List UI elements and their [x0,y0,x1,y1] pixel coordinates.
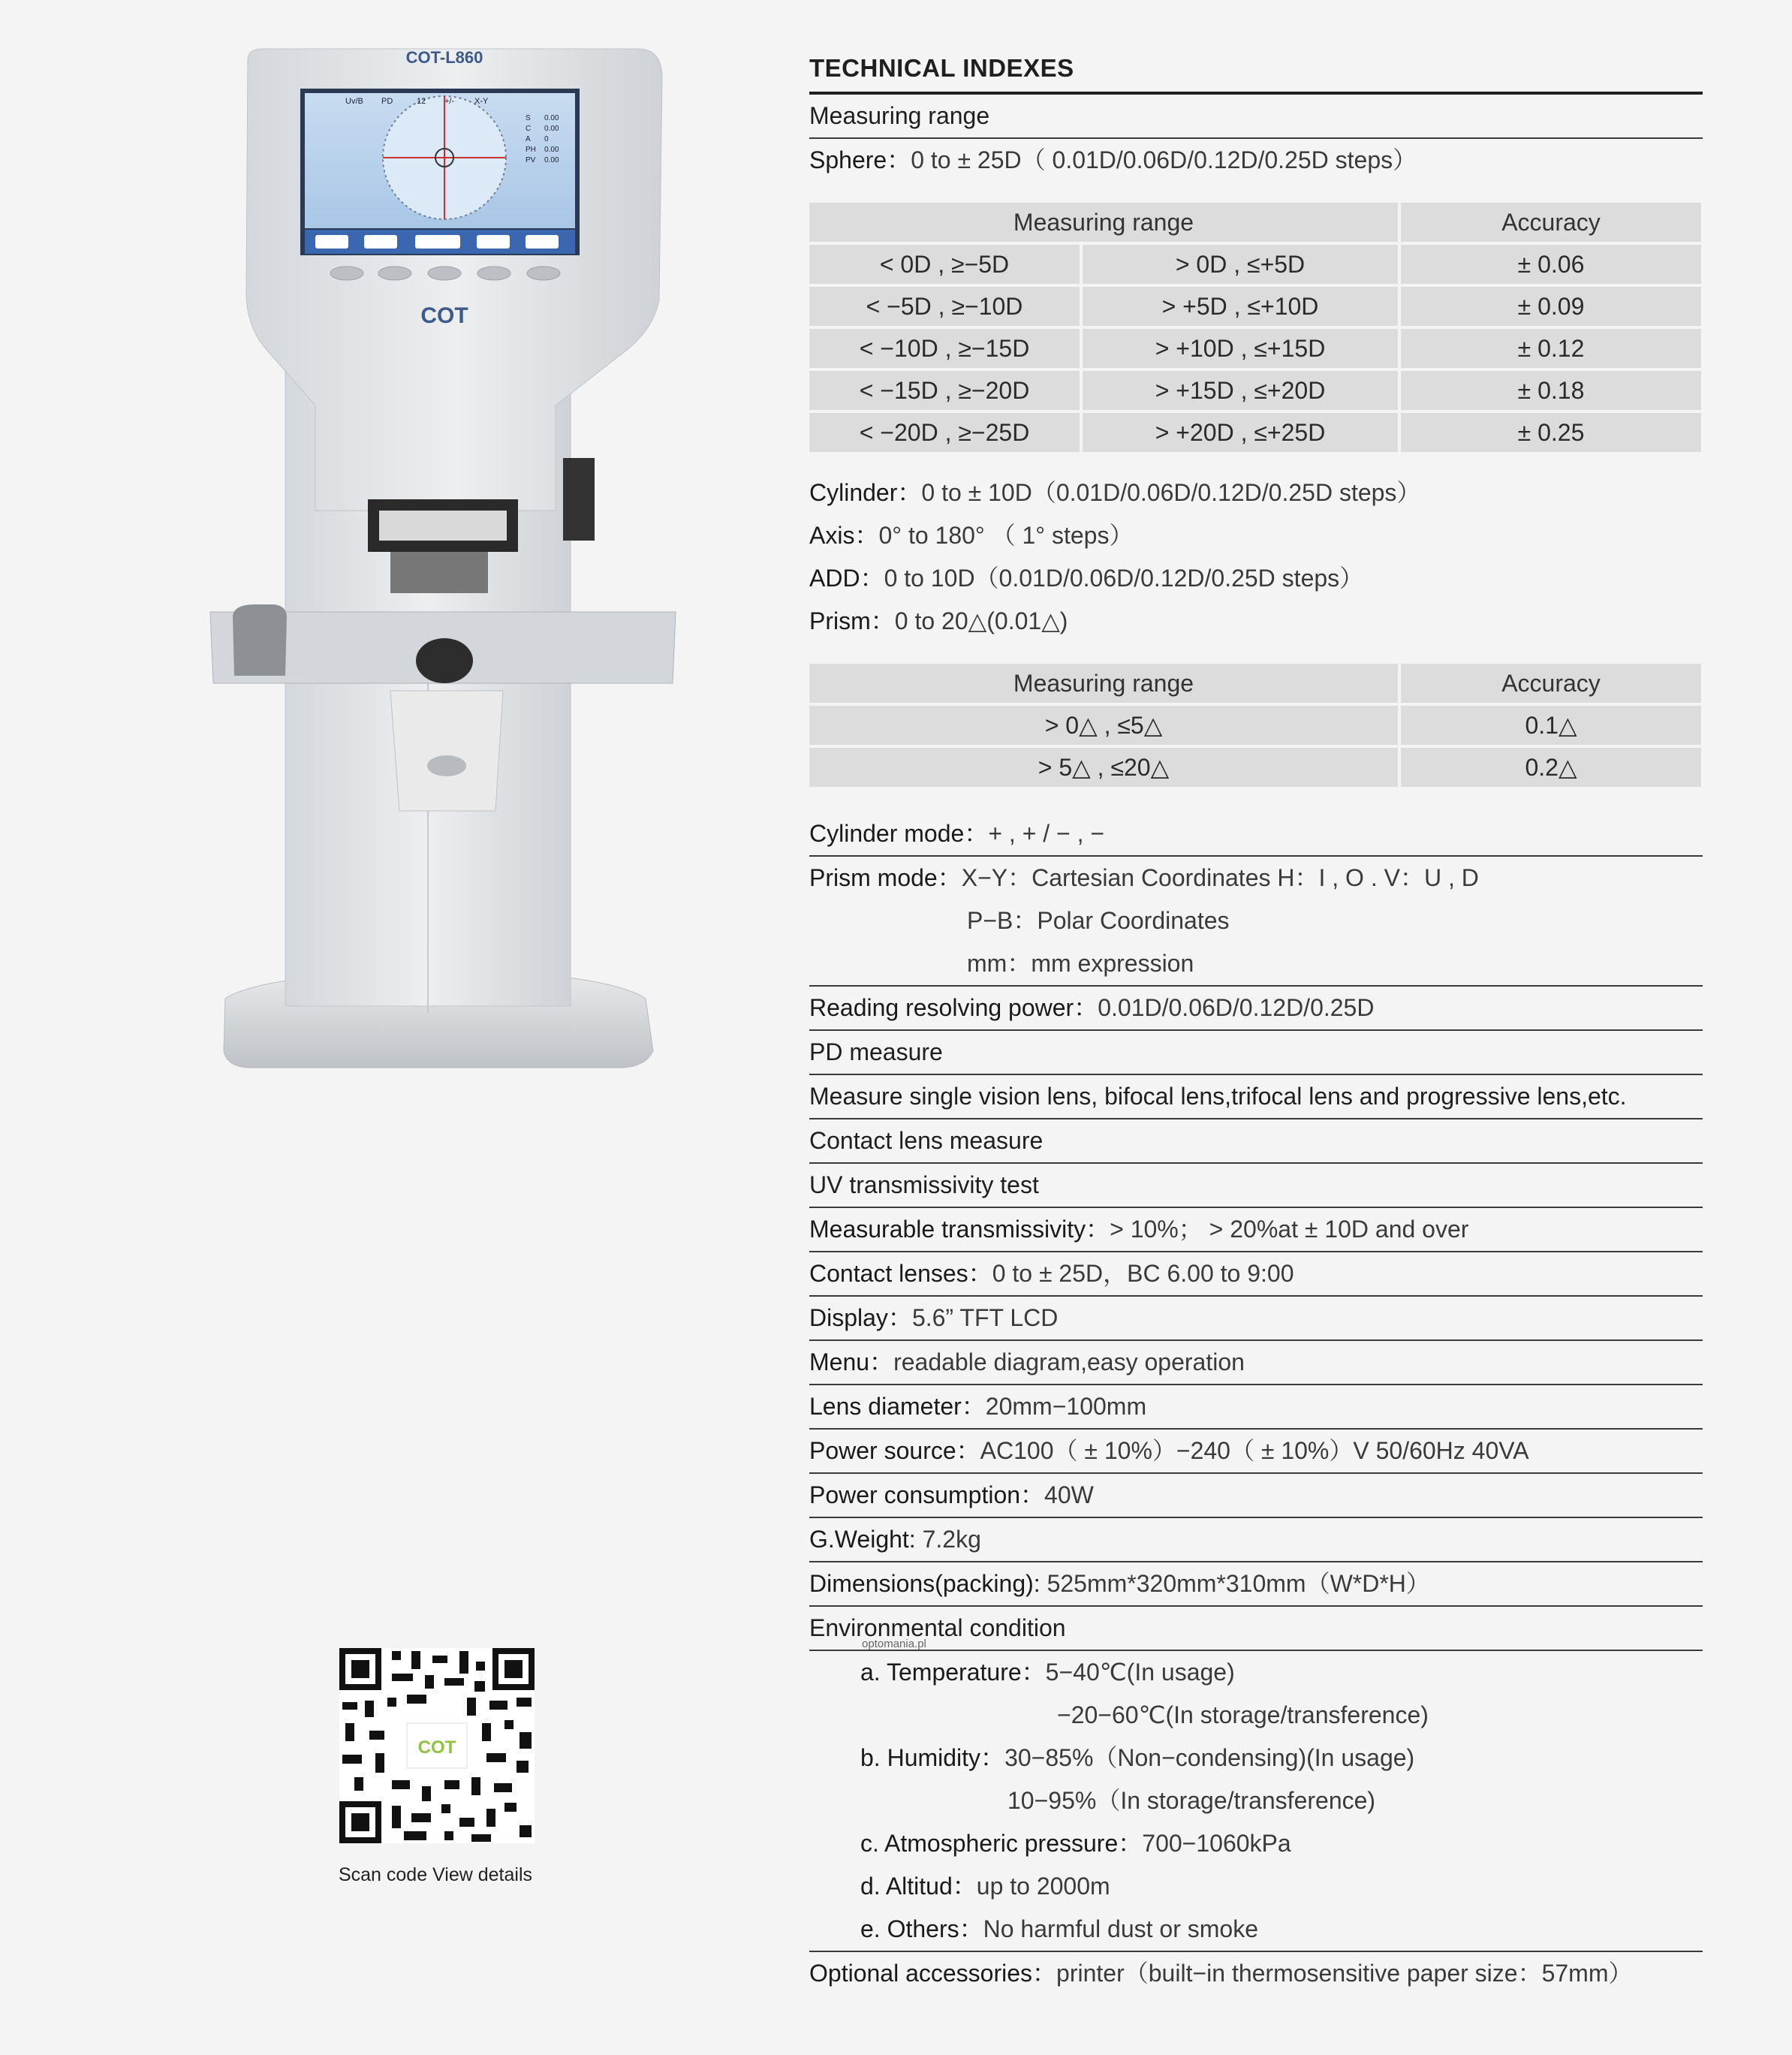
spec-sphere [809,139,1703,182]
spec-lens-types: Measure single vision lens, bifocal lens,trifocal lens and progressive lens,etc. [809,1075,1703,1119]
spec-label: a. Temperature： [860,1659,1046,1686]
readout-value: 0.00 [544,156,559,164]
readout-value: 0.00 [544,125,559,133]
spec-label: e. Others： [860,1915,983,1942]
table-cell: < −10D , ≥−15D [809,329,1080,368]
spec-label: Reading resolving power： [809,994,1098,1021]
readout-value: 0.00 [544,114,559,122]
spec-cylinder-mode [809,812,1703,857]
readout-label: PV [526,156,536,164]
qr-code-graphic [339,1648,535,1843]
spec-value: No harmful dust or smoke [983,1915,1258,1942]
hardware-button [527,267,560,280]
table-header: Measuring range [809,664,1398,703]
spec-weight [809,1518,1703,1562]
table-cell: < 0D , ≥−5D [809,245,1080,284]
spec-value: printer（built−in thermosensitive paper size：57mm） [1056,1960,1633,1987]
spec-value: mm：mm expression [967,950,1194,977]
glasses-icon [415,235,460,249]
spec-value: 7.2kg [922,1526,981,1553]
spec-value: up to 2000m [976,1873,1110,1900]
table-header: Accuracy [1401,203,1701,242]
spec-value: > 10%； > 20%at ± 10D and over [1110,1216,1469,1243]
spec-env-humidity [809,1737,1703,1779]
table-cell: > +20D , ≤+25D [1083,413,1398,452]
spec-label: Display： [809,1304,912,1331]
lensmeter-illustration [203,45,691,1096]
table-cell: ± 0.12 [1401,329,1701,368]
readout-value: 0 [544,135,549,143]
spec-uv-test: UV transmissivity test [809,1164,1703,1208]
spec-env-heading: Environmental condition [809,1607,1703,1651]
table-cell: 0.2△ [1401,748,1701,787]
sphere-accuracy-table [806,200,1704,455]
screen-tab: Uv/B [345,97,363,106]
gear-icon [315,235,348,249]
spec-value: P−B：Polar Coordinates [967,907,1230,934]
spec-value: X−Y：Cartesian Coordinates H：I , O . V：U , D [961,864,1479,891]
table-cell: ± 0.06 [1401,245,1701,284]
model-label: COT-L860 [405,48,483,67]
table-row [809,706,1701,745]
readout-label: C [526,125,532,133]
table-row [809,245,1701,284]
spec-power-consumption [809,1474,1703,1518]
spec-label: b. Humidity： [860,1744,1005,1771]
spec-label: Cylinder： [809,479,922,506]
spec-value: 40W [1044,1481,1094,1508]
table-header: Measuring range [809,203,1398,242]
spec-label: Lens diameter： [809,1393,986,1420]
spec-prism-mode-line [809,942,1703,987]
spec-value: 700−1060kPa [1142,1830,1291,1857]
screen-tab: 12 [417,97,426,106]
spec-reading-power [809,987,1703,1031]
spec-label: Power consumption： [809,1481,1045,1508]
spec-label: Power source： [809,1437,980,1464]
table-cell: ± 0.25 [1401,413,1701,452]
table-cell: ± 0.18 [1401,371,1701,410]
spec-env-temperature [809,1651,1703,1694]
spec-display [809,1297,1703,1341]
technical-specs [809,54,1703,1995]
spec-label: G.Weight: [809,1526,916,1553]
spec-power-source [809,1430,1703,1474]
qr-caption: Scan code View details [338,1864,533,1885]
spec-value: 30−85%（Non−condensing)(In usage) [1004,1744,1415,1771]
spec-prism [809,600,1703,643]
spec-add [809,557,1703,600]
table-row [809,287,1701,326]
hardware-button [428,267,461,280]
qr-code[interactable] [339,1648,535,1843]
spec-label: Menu： [809,1348,894,1376]
spec-dimensions [809,1562,1703,1607]
spec-env-altitude [809,1865,1703,1908]
spec-env-others [809,1908,1703,1952]
section-title: TECHNICAL INDEXES [809,54,1703,95]
spec-transmissivity [809,1208,1703,1252]
spec-value: 20mm−100mm [985,1393,1147,1420]
spec-value: 5−40℃(In usage) [1045,1659,1235,1686]
spec-value: 0° to 180° （ 1° steps） [878,522,1134,549]
spec-value: 0 to ± 25D，BC 6.00 to 9:00 [992,1260,1294,1287]
spec-value: 0 to 10D（0.01D/0.06D/0.12D/0.25D steps） [884,565,1364,592]
spec-value: −20−60℃(In storage/transference) [1057,1701,1429,1728]
spec-label: Measurable transmissivity： [809,1216,1110,1243]
spec-label: Dimensions(packing): [809,1570,1041,1597]
spec-accessories [809,1952,1703,1995]
table-cell: ± 0.09 [1401,287,1701,326]
readout-label: S [526,114,531,122]
pen-icon [477,235,510,249]
table-header: Accuracy [1401,664,1701,703]
table-row [809,413,1701,452]
table-cell: > 0△ , ≤5△ [809,706,1398,745]
spec-axis [809,514,1703,557]
spec-label: Axis： [809,522,879,549]
rotate-icon [364,235,397,249]
spec-label: Prism： [809,607,895,634]
spec-env-humidity-2 [809,1779,1703,1822]
table-cell: > +10D , ≤+15D [1083,329,1398,368]
readout-label: A [526,135,531,143]
spec-measuring-range-heading: Measuring range [809,95,1703,139]
spec-label: Sphere： [809,146,911,173]
screen-tab: X-Y [474,97,489,106]
spec-contact-lens: Contact lens measure [809,1119,1703,1164]
spec-label: Contact lenses： [809,1260,992,1287]
table-cell: < −5D , ≥−10D [809,287,1080,326]
spec-contact-lenses [809,1252,1703,1297]
spec-value: 10−95%（In storage/transference) [1007,1787,1376,1814]
table-cell: > +15D , ≤+20D [1083,371,1398,410]
printer-icon [526,235,559,249]
spec-value: 0 to ± 25D（ 0.01D/0.06D/0.12D/0.25D steps） [911,146,1417,173]
spec-env-temperature-2 [809,1694,1703,1737]
spec-label: Optional accessories： [809,1960,1057,1987]
table-cell: > 5△ , ≤20△ [809,748,1398,787]
spec-value: 525mm*320mm*310mm（W*D*H） [1047,1570,1430,1597]
spec-value: 5.6” TFT LCD [911,1304,1059,1331]
spec-lens-diameter [809,1385,1703,1430]
readout-label: PH [526,146,536,154]
spec-label: c. Atmospheric pressure： [860,1830,1143,1857]
spec-value: readable diagram,easy operation [893,1348,1245,1376]
spec-prism-mode-line [809,899,1703,942]
spec-value: 0 to 20△(0.01△) [894,607,1068,634]
table-cell: > +5D , ≤+10D [1083,287,1398,326]
spec-label: d. Altitud： [860,1873,977,1900]
spec-label: Prism mode： [809,864,962,891]
spec-value: + , + / − , − [988,820,1105,847]
spec-value: AC100（ ± 10%）−240（ ± 10%）V 50/60Hz 40VA [980,1437,1529,1464]
spec-label: Cylinder mode： [809,820,989,847]
hardware-button [378,267,411,280]
hardware-button [330,267,363,280]
brand-label: COT [420,303,468,328]
table-cell: > 0D , ≤+5D [1083,245,1398,284]
spec-cylinder [809,472,1703,514]
readout-value: 0.00 [544,146,559,154]
spec-value: 0 to ± 10D（0.01D/0.06D/0.12D/0.25D steps） [921,479,1421,506]
spec-prism-mode [809,857,1703,899]
table-cell: < −15D , ≥−20D [809,371,1080,410]
hardware-button [477,267,510,280]
table-row [809,329,1701,368]
spec-menu [809,1341,1703,1385]
table-cell: 0.1△ [1401,706,1701,745]
table-row [809,748,1701,787]
screen-tab: PD [381,97,393,106]
qr-logo: COT [417,1737,456,1758]
table-row [809,371,1701,410]
spec-pd-measure: PD measure [809,1031,1703,1075]
spec-env-pressure [809,1822,1703,1865]
prism-accuracy-table [806,661,1704,790]
spec-label: ADD： [809,565,884,592]
lensmeter-device-image [203,45,691,1096]
table-cell: < −20D , ≥−25D [809,413,1080,452]
spec-value: 0.01D/0.06D/0.12D/0.25D [1098,994,1375,1021]
screen-tab: +/- [444,97,455,106]
watermark: optomania.pl [862,1638,926,1650]
